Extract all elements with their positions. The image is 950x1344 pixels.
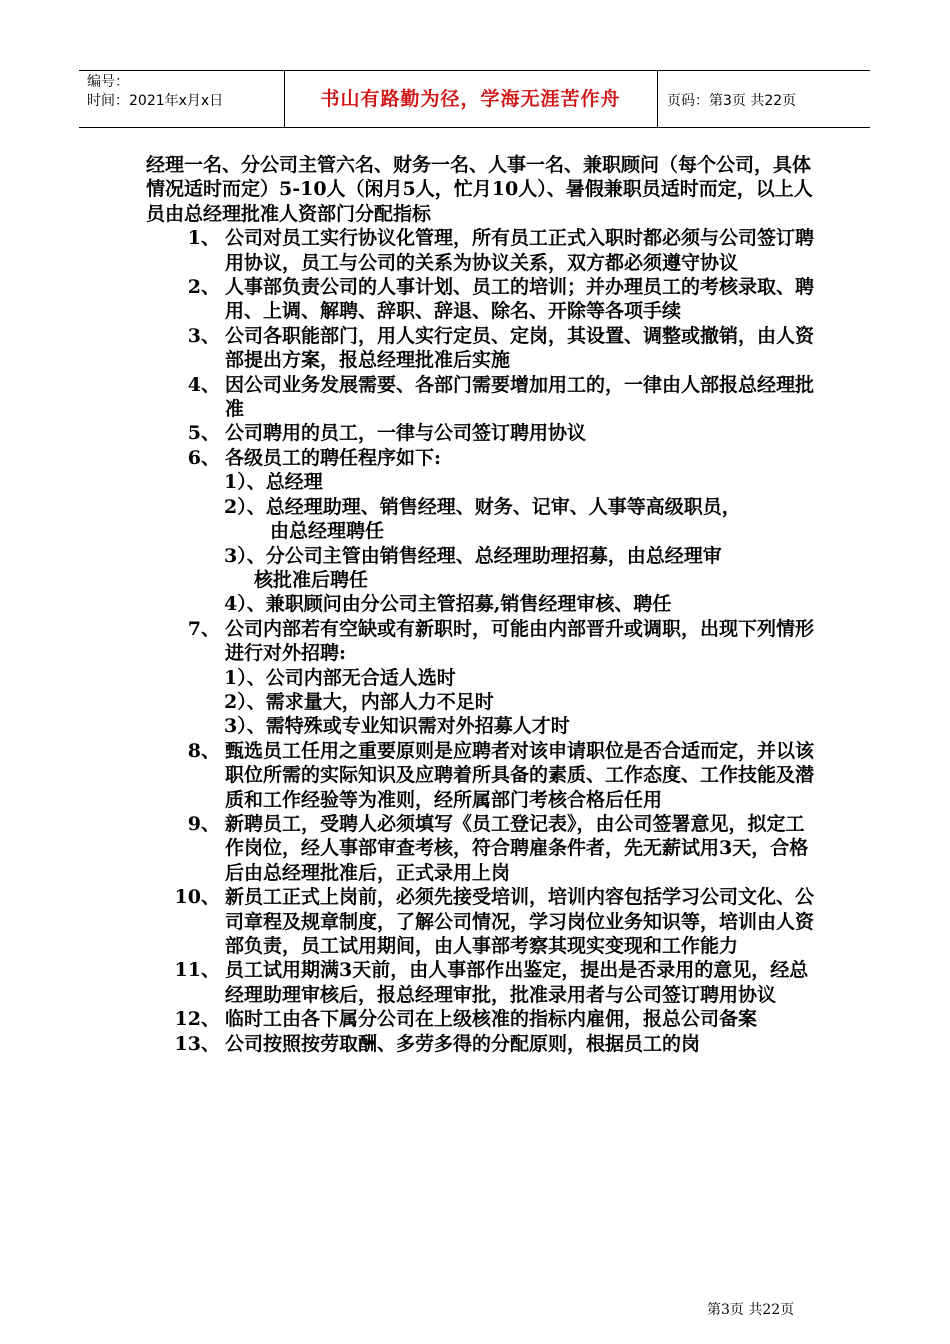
sub-item: 2）、总经理助理、销售经理、财务、记审、人事等高级职员， (224, 495, 741, 518)
item-number: 3、 (187, 324, 220, 347)
list-item (146, 617, 816, 666)
header-divider (657, 71, 658, 127)
item-text: 甄选员工任用之重要原则是应聘者对该申请职位是否合适而定，并以该职位所需的实际知识及应聘着所具备的素质、工作态度、工作技能及潜质和工作经验等为准则，经所属部门考核合格后任用 (225, 739, 815, 811)
sub-item: 1）、公司内部无合适人选时 (224, 666, 456, 689)
list-item (146, 1032, 816, 1056)
item-number: 2、 (187, 276, 220, 299)
sub-item: 1）、总经理 (224, 471, 323, 494)
sub-item-continuation: 核批准后聘任 (254, 568, 369, 591)
list-item (146, 739, 816, 812)
item-text: 人事部负责公司的人事计划、员工的培训；并办理员工的考核录取、聘用、上调、解聘、辞职、辞退、除名、开除等各项手续 (225, 276, 815, 323)
item-number: 8、 (187, 739, 220, 762)
item-number: 4、 (187, 373, 220, 396)
date-label: 时间：2021年x月x日 (87, 93, 224, 109)
item-number: 11、 (174, 959, 220, 982)
item-text: 公司聘用的员工，一律与公司签订聘用协议 (225, 422, 587, 445)
header-motto: 书山有路勤为径，学海无涯苦作舟 (320, 88, 621, 110)
item-text: 临时工由各下属分公司在上级核准的指标内雇佣，报总公司备案 (225, 1008, 758, 1031)
page-footer: 第3页 共22页 (707, 1302, 795, 1318)
list-item (146, 446, 816, 470)
list-item (146, 373, 816, 422)
list-item (146, 812, 816, 885)
item-number: 7、 (187, 617, 220, 640)
list-item (146, 1007, 816, 1031)
header-page-number: 页码：第3页 共22页 (667, 93, 797, 109)
item-text: 因公司业务发展需要、各部门需要增加用工的，一律由人部报总经理批准 (225, 373, 815, 421)
item-number: 6、 (187, 446, 220, 469)
list-item (146, 958, 816, 1007)
item-number: 12、 (174, 1008, 220, 1031)
item-number: 9、 (187, 812, 220, 835)
item-text: 公司各职能部门，用人实行定员、定岗，其设置、调整或撤销，由人资部提出方案，报总经理批准后实施 (225, 324, 815, 372)
sub-item: 3）、需特殊或专业知识需对外招募人才时 (224, 715, 570, 738)
item-text: 新聘员工，受聘人必须填写《员工登记表》，由公司签署意见，拟定工作岗位，经人事部审查考核，符合聘雇条件者，先无薪试用3天，合格后由总经理批准后，正式录用上岗 (225, 812, 809, 884)
list-item (146, 324, 816, 373)
sub-item: 2）、需求量大，内部人力不足时 (224, 690, 494, 713)
list-item (146, 275, 816, 324)
page-header (79, 70, 870, 128)
item-text: 公司内部若有空缺或有新职时，可能由内部晋升或调职，出现下列情形进行对外招聘: (225, 617, 815, 665)
item-text: 公司对员工实行协议化管理，所有员工正式入职时都必须与公司签订聘用协议，员工与公司的关系为协议关系，双方都必须遵守协议 (225, 227, 815, 274)
serial-label: 编号： (87, 74, 129, 90)
item-number: 13、 (174, 1032, 220, 1055)
sub-item-continuation: 由总经理聘任 (270, 520, 385, 543)
item-text: 各级员工的聘任程序如下: (225, 446, 442, 469)
sub-item: 4）、兼职顾问由分公司主管招募,销售经理审核、聘任 (224, 593, 672, 616)
header-meta (87, 73, 223, 111)
item-text: 公司按照按劳取酬、多劳多得的分配原则，根据员工的岗 (225, 1032, 701, 1055)
item-number: 5、 (187, 422, 220, 445)
list-item (146, 421, 816, 445)
sub-item: 3）、分公司主管由销售经理、总经理助理招募，由总经理审 (224, 544, 722, 567)
item-number: 1、 (187, 227, 220, 250)
list-item (146, 885, 816, 958)
item-number: 10、 (174, 886, 220, 909)
item-text: 员工试用期满3天前，由人事部作出鉴定，提出是否录用的意见，经总经理助理审核后，报总经理审批，批准录用者与公司签订聘用协议 (225, 959, 809, 1006)
document-body (146, 153, 816, 1056)
item-text: 新员工正式上岗前，必须先接受培训，培训内容包括学习公司文化、公司章程及规章制度，了解公司情况，学习岗位业务知识等，培训由人资部负责，员工试用期间，由人事部考察其现实变现和工作能力 (225, 886, 815, 957)
intro-paragraph: 经理一名、分公司主管六名、财务一名、人事一名、兼职顾问（每个公司，具体情况适时而定）5-10人（闲月5人，忙月10人）、暑假兼职员适时而定，以上人员由总经理批准人资部门分配指标 (146, 154, 813, 225)
list-item (146, 226, 816, 275)
